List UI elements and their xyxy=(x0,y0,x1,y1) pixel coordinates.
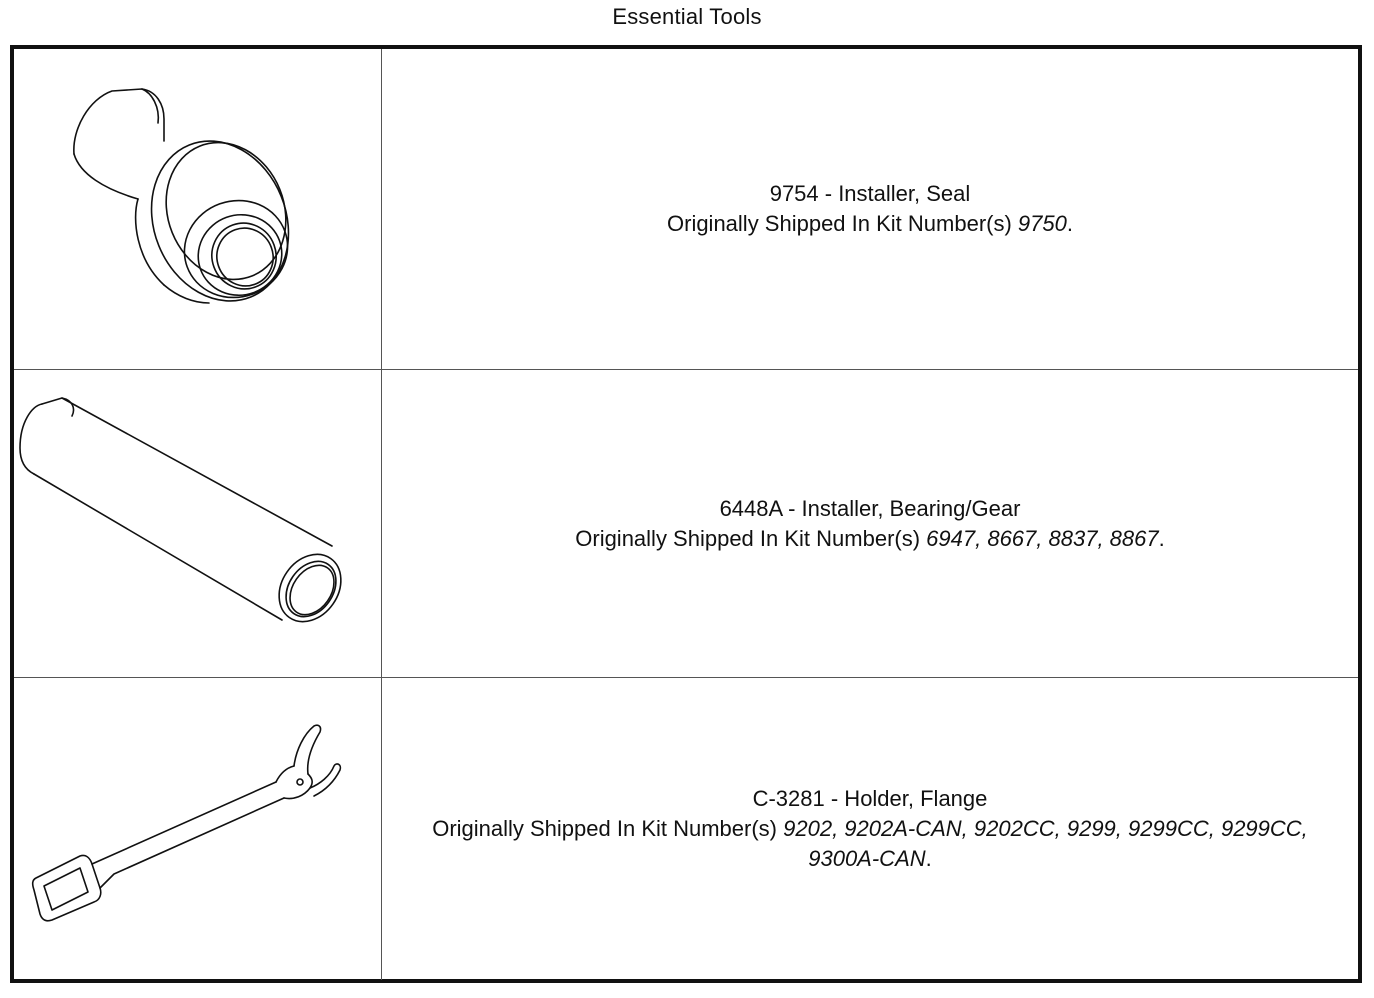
tool-kits-line xyxy=(667,209,1073,239)
tool-name: 6448A - Installer, Bearing/Gear xyxy=(719,496,1021,521)
table-row xyxy=(14,49,1358,369)
tool-description xyxy=(382,49,1358,369)
flange-holder-illustration xyxy=(14,678,382,980)
kit-numbers: 9750 xyxy=(1017,211,1067,236)
period: . xyxy=(1158,526,1165,551)
shipped-prefix: Originally Shipped In Kit Number(s) xyxy=(667,211,1018,236)
page-title: Essential Tools xyxy=(612,4,762,29)
period: . xyxy=(1066,211,1073,236)
tool-kits-line xyxy=(575,524,1165,554)
shipped-prefix: Originally Shipped In Kit Number(s) xyxy=(432,816,784,841)
tool-name: 9754 - Installer, Seal xyxy=(769,181,971,206)
shipped-prefix: Originally Shipped In Kit Number(s) xyxy=(575,526,927,551)
tool-name: C-3281 - Holder, Flange xyxy=(752,786,988,811)
bearing-gear-installer-illustration xyxy=(14,370,382,678)
tool-image-cell xyxy=(14,49,382,369)
tools-table xyxy=(10,45,1362,983)
tool-description xyxy=(382,370,1358,678)
tool-image-cell xyxy=(14,678,382,980)
tool-description xyxy=(382,678,1358,980)
kit-numbers: 9202, 9202A-CAN, 9202CC, 9299, 9299CC, 9299CC, 9300A-CAN xyxy=(783,816,1308,871)
period: . xyxy=(925,846,932,871)
table-row xyxy=(14,369,1358,678)
seal-installer-illustration xyxy=(14,49,382,369)
tool-image-cell xyxy=(14,370,382,678)
kit-numbers: 6947, 8667, 8837, 8867 xyxy=(926,526,1159,551)
table-row xyxy=(14,677,1358,980)
tool-kits-line xyxy=(422,814,1318,874)
